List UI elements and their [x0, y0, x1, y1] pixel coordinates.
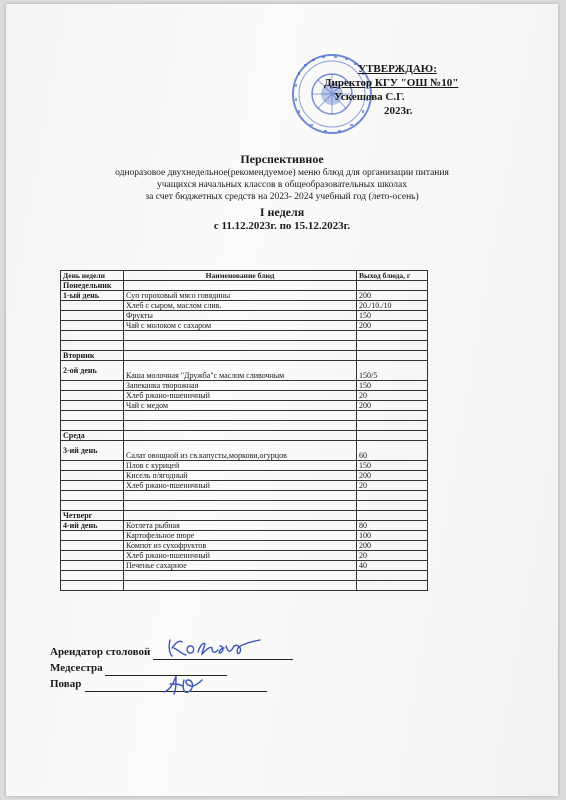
dish-output-cell: 200 — [357, 321, 428, 331]
tenant-label: Арендатор столовой — [50, 646, 151, 658]
approval-name: Ускешова С.Г. — [334, 91, 405, 103]
dish-name-cell: Компот из сухофруктов — [124, 541, 357, 551]
approval-date: 2023г. — [384, 105, 413, 117]
weekday-cell: Среда — [61, 431, 124, 441]
dish-output-cell: 150 — [357, 311, 428, 321]
table-row — [61, 431, 428, 441]
dish-name-cell: Запеканка творожная — [124, 381, 357, 391]
day-number-cell: 2-ой день — [61, 361, 124, 381]
dish-output-cell: 20 — [357, 551, 428, 561]
dish-output-cell: 20 — [357, 481, 428, 491]
table-header-row — [61, 271, 428, 281]
dish-name-cell: Хлеб ржано-пшеничный — [124, 481, 357, 491]
dish-name-cell: Каша молочная "Дружба"с маслом сливочным — [124, 361, 357, 381]
dish-name-cell: Плов с курицей — [124, 461, 357, 471]
document-page — [6, 4, 558, 796]
dish-output-cell: 200 — [357, 291, 428, 301]
weekday-cell: Четверг — [61, 511, 124, 521]
blank-row — [61, 581, 428, 591]
blank-row — [61, 491, 428, 501]
header-weekday: День недели — [61, 271, 124, 281]
dish-output-cell: 200 — [357, 541, 428, 551]
approval-block — [324, 62, 494, 118]
dish-name-cell: Котлета рыбная — [124, 521, 357, 531]
dish-output-cell: 20./10./10 — [357, 301, 428, 311]
header-output: Выход блюда, г — [357, 271, 428, 281]
dish-name-cell: Хлеб ржано-пшеничный — [124, 391, 357, 401]
dish-name-cell: Фрукты — [124, 311, 357, 321]
table-row — [61, 481, 428, 491]
weekday-cell: Понедельник — [61, 281, 124, 291]
table-row — [61, 281, 428, 291]
blank-row — [61, 341, 428, 351]
heading-line-2: учащихся начальных классов в общеобразовательных школах — [157, 180, 407, 190]
table-row — [61, 541, 428, 551]
table-row — [61, 441, 428, 461]
cook-handwritten-signature-icon — [160, 672, 206, 698]
dish-name-cell: Хлеб с сыром, маслом слив. — [124, 301, 357, 311]
dish-output-cell: 80 — [357, 521, 428, 531]
week-label: I неделя — [259, 205, 305, 219]
dish-output-cell: 20 — [357, 391, 428, 401]
dish-output-cell: 60 — [357, 441, 428, 461]
table-row — [61, 311, 428, 321]
dish-name-cell: Чай с медом — [124, 401, 357, 411]
table-row — [61, 461, 428, 471]
dish-output-cell: 150 — [357, 461, 428, 471]
dish-output-cell: 200 — [357, 401, 428, 411]
menu-table — [60, 270, 428, 591]
period-label: с 11.12.2023г. по 15.12.2023г. — [213, 220, 351, 232]
dish-output-cell: 100 — [357, 531, 428, 541]
dish-name-cell: Печенье сахарное — [124, 561, 357, 571]
dish-output-cell: 200 — [357, 471, 428, 481]
table-row — [61, 351, 428, 361]
table-row — [61, 361, 428, 381]
table-row — [61, 301, 428, 311]
dish-output-cell: 40 — [357, 561, 428, 571]
table-row — [61, 321, 428, 331]
table-row — [61, 531, 428, 541]
table-row — [61, 401, 428, 411]
approval-title: УТВЕРЖДАЮ: — [358, 63, 437, 75]
table-row — [61, 521, 428, 531]
table-row — [61, 291, 428, 301]
dish-name-cell: Салат овощной из св.капусты,моркови,огурцов — [124, 441, 357, 461]
blank-row — [61, 421, 428, 431]
blank-row — [61, 331, 428, 341]
blank-row — [61, 411, 428, 421]
dish-name-cell: Картофельное пюре — [124, 531, 357, 541]
heading-line-1: одноразовое двухнедельное(рекомендуемое) меню блюд для организации питания — [115, 168, 449, 178]
approval-director: Директор КГУ "ОШ №10" — [324, 77, 459, 89]
document-title: Перспективное — [240, 152, 324, 166]
table-row — [61, 551, 428, 561]
blank-row — [61, 501, 428, 511]
weekday-cell: Вторник — [61, 351, 124, 361]
dish-name-cell: Чай с молоком с сахаром — [124, 321, 357, 331]
day-number-cell: 3-ий день — [61, 441, 124, 461]
day-number-cell: 1-ый день — [61, 291, 124, 301]
tenant-handwritten-signature-icon — [164, 634, 264, 660]
blank-row — [61, 571, 428, 581]
dish-name-cell: Хлеб ржано-пшеничный — [124, 551, 357, 561]
heading-line-3: за счет бюджетных средств на 2023- 2024 учебный год (лето-осень) — [145, 192, 419, 202]
table-row — [61, 471, 428, 481]
document-heading — [6, 152, 558, 233]
table-row — [61, 511, 428, 521]
dish-output-cell: 150 — [357, 381, 428, 391]
dish-output-cell: 150/5 — [357, 361, 428, 381]
cook-label: Повар — [50, 678, 82, 690]
header-dish-name: Наименование блюд — [124, 271, 357, 281]
nurse-label: Медсестра — [50, 662, 103, 674]
table-row — [61, 391, 428, 401]
table-row — [61, 561, 428, 571]
dish-name-cell: Суп гороховый мясо говядины — [124, 291, 357, 301]
table-row — [61, 381, 428, 391]
dish-name-cell: Кисель п/ягодный — [124, 471, 357, 481]
day-number-cell: 4-ий день — [61, 521, 124, 531]
